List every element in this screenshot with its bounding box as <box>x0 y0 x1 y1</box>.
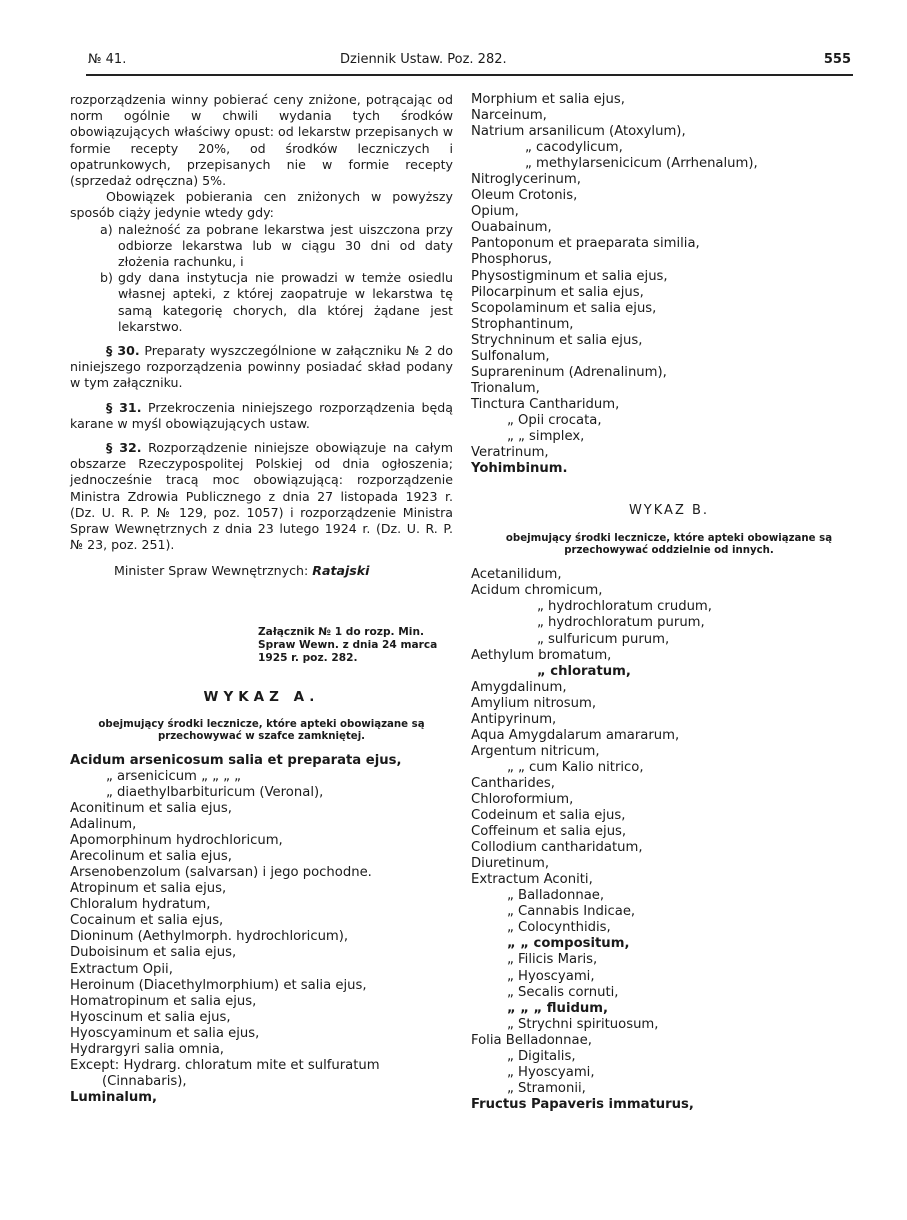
list-item: Aethylum bromatum, <box>471 647 612 663</box>
list-item: Extractum Aconiti, <box>471 872 593 888</box>
list-item: Adalinum, <box>70 817 137 833</box>
list-item: Homatropinum et salia ejus, <box>70 993 257 1009</box>
list-item: „ Stramonii, <box>507 1080 586 1096</box>
list-item: Luminalum, <box>70 1089 158 1105</box>
wykaz-b-subtitle: obejmujący środki lecznicze, które apteki obowiązane są przechowywać oddzielnie od innych. <box>505 533 833 557</box>
list-item: Trionalum, <box>471 380 540 396</box>
wykaz-a-subtitle: obejmujący środki lecznicze, które apteki obowiązane są przechowywać w szafce zamkniętej. <box>98 718 425 742</box>
item-text: gdy dana instytucja nie prowadzi w temże osiedlu własnej apteki, z której zaopatruje w lekarstwa tę samą kategorię chorych, dla której żądane jest lekarstwo. <box>118 270 453 334</box>
list-item-a <box>100 222 453 271</box>
list-item: Heroinum (Diacethylmorphium) et salia ejus, <box>70 977 367 993</box>
list-item: „ „ „ fluidum, <box>507 1000 609 1016</box>
list-item: Oleum Crotonis, <box>471 188 578 204</box>
list-item: „ arsenicicum „ „ „ „ <box>106 768 241 784</box>
wykaz-a-title: WYKAZ A. <box>203 688 320 705</box>
list-item: Extractum Opii, <box>70 961 173 977</box>
list-item: Acetanilidum, <box>471 567 562 583</box>
list-item: „ hydrochloratum crudum, <box>537 599 712 615</box>
list-item: Veratrinum, <box>471 445 549 461</box>
paragraph: rozporządzenia winny pobierać ceny zniżone, potrącając od norm ogólnie w chwili wydania tych środków obowiązujących właściwy opust: od lekarstw przepisanych w formie recepty 20%, od środków leczniczych i opatrunkowych, przepisanych nie w formie recepty (sprzedaż odręczna) 5%. <box>70 92 453 189</box>
section-32 <box>70 440 453 553</box>
list-item: Dioninum (Aethylmorph. hydrochloricum), <box>70 929 349 945</box>
list-item: „ sulfuricum purum, <box>537 631 670 647</box>
section-heading: § 32. <box>106 440 142 456</box>
list-item: Strychninum et salia ejus, <box>471 332 643 348</box>
section-heading: § 30. <box>106 343 140 359</box>
list-item: „ methylarsenicicum (Arrhenalum), <box>525 156 758 172</box>
list-item: Nitroglycerinum, <box>471 172 581 188</box>
list-item: „ hydrochloratum purum, <box>537 615 705 631</box>
list-item: Morphium et salia ejus, <box>471 92 625 107</box>
list-item: „ „ compositum, <box>507 936 630 952</box>
list-item: Argentum nitricum, <box>471 743 600 759</box>
wykaz-a-list <box>70 753 453 1106</box>
list-item: Hydrargyri salia omnia, <box>70 1041 224 1057</box>
list-item: Amygdalinum, <box>471 679 567 695</box>
header-rule <box>86 74 853 76</box>
list-item: „ diaethylbarbituricum (Veronal), <box>106 784 324 800</box>
item-label: b) <box>100 270 113 286</box>
section-text: Rozporządzenie niniejsze obowiązuje na całym obszarze Rzeczypospolitej Polskiej od dnia ogłoszenia; jednocześnie tracą moc obowiązującą: rozporządzenie Ministra Zdrowia Publicznego z dnia 27 listopada 1923 r. (Dz. U. R. P. № 129, poz. 1057) i rozporządzenie Ministra Spraw Wewnętrznych z dnia 23 lutego 1924 r. (Dz. U. R. P. № 23, poz. 251). <box>70 440 453 553</box>
section-text: Preparaty wyszczególnione w załączniku № 2 do niniejszego rozporządzenia powinny posiadać skład podany w tym załączniku. <box>70 343 453 391</box>
list-item: „ Filicis Maris, <box>507 952 598 968</box>
section-text: Przekroczenia niniejszego rozporządzenia będą karane w myśl obowiązujących ustaw. <box>70 399 453 431</box>
list-item: Natrium arsanilicum (Atoxylum), <box>471 124 686 140</box>
list-item: Cantharides, <box>471 775 555 791</box>
list-item: „ Digitalis, <box>507 1048 576 1064</box>
list-item: Antipyrinum, <box>471 711 557 727</box>
item-label: a) <box>100 221 113 237</box>
list-item: Physostigminum et salia ejus, <box>471 268 668 284</box>
list-item: Arecolinum et salia ejus, <box>70 849 232 865</box>
journal-title: Dziennik Ustaw. Poz. 282. <box>340 52 507 67</box>
list-item: Coffeinum et salia ejus, <box>471 824 627 840</box>
list-item: Tinctura Cantharidum, <box>471 396 620 412</box>
list-item: Hyoscinum et salia ejus, <box>70 1009 231 1025</box>
list-item: Yohimbinum. <box>471 461 568 477</box>
list-item: Strophantinum, <box>471 316 574 332</box>
list-item: Chloroformium, <box>471 791 574 807</box>
list-item: „ Opii crocata, <box>507 412 602 428</box>
wykaz-b-title: WYKAZ B. <box>628 503 710 519</box>
attachment-note: Załącznik № 1 do rozp. Min. Spraw Wewn. z dnia 24 marca 1925 r. poz. 282. <box>258 625 438 664</box>
list-item: Codeinum et salia ejus, <box>471 808 626 824</box>
list-item: Scopolaminum et salia ejus, <box>471 300 657 316</box>
section-31 <box>70 400 453 432</box>
list-item: „ Colocynthidis, <box>507 920 611 936</box>
list-item: Suprareninum (Adrenalinum), <box>471 364 667 380</box>
list-item: „ „ cum Kalio nitrico, <box>507 759 644 775</box>
list-item: Arsenobenzolum (salvarsan) i jego pochodne. <box>70 865 372 881</box>
issue-number: № 41. <box>88 52 127 67</box>
list-item: „ Strychni spirituosum, <box>507 1016 659 1032</box>
list-item-b <box>100 270 453 335</box>
list-item: Hyoscyaminum et salia ejus, <box>70 1025 260 1041</box>
wykaz-b-list <box>471 567 867 1113</box>
left-column <box>70 92 453 1106</box>
list-item: Sulfonalum, <box>471 348 550 364</box>
list-item: Cocainum et salia ejus, <box>70 913 224 929</box>
list-item: „ Balladonnae, <box>507 888 605 904</box>
list-item: Fructus Papaveris immaturus, <box>471 1096 694 1112</box>
list-item: Duboisinum et salia ejus, <box>70 945 237 961</box>
wykaz-a-list-continued <box>471 92 867 477</box>
list-item: Folia Belladonnae, <box>471 1032 592 1048</box>
list-item: Pantoponum et praeparata similia, <box>471 236 700 252</box>
list-item: Pilocarpinum et salia ejus, <box>471 284 644 300</box>
list-item: Opium, <box>471 204 519 220</box>
list-item: Aqua Amygdalarum amararum, <box>471 727 680 743</box>
list-item: Amylium nitrosum, <box>471 695 597 711</box>
signature <box>70 563 453 579</box>
page-header <box>88 52 851 72</box>
list-item: Apomorphinum hydrochloricum, <box>70 833 283 849</box>
list-item: „ Hyoscyami, <box>507 1064 595 1080</box>
list-item: Ouabainum, <box>471 220 552 236</box>
list-item: „ Hyoscyami, <box>507 968 595 984</box>
list-item: Aconitinum et salia ejus, <box>70 801 232 817</box>
list-item: Collodium cantharidatum, <box>471 840 643 856</box>
list-item: Atropinum et salia ejus, <box>70 881 227 897</box>
section-30 <box>70 343 453 392</box>
list-item: Acidum chromicum, <box>471 583 603 599</box>
right-column <box>471 92 867 1113</box>
signature-name: Ratajski <box>312 563 370 579</box>
section-heading: § 31. <box>106 399 142 415</box>
list-item: Except: Hydrarg. chloratum mite et sulfuratum (Cinnabaris), <box>70 1057 380 1089</box>
list-item: Phosphorus, <box>471 252 552 268</box>
item-text: należność za pobrane lekarstwa jest uiszczona przy odbiorze lekarstwa lub w ciągu 30 dni od daty złożenia rachunku, i <box>118 221 453 270</box>
signature-role: Minister Spraw Wewnętrznych: <box>114 563 309 579</box>
list-item: Diuretinum, <box>471 856 550 872</box>
list-item: „ chloratum, <box>537 663 631 679</box>
list-item: Chloralum hydratum, <box>70 897 211 913</box>
list-item: Acidum arsenicosum salia et preparata ejus, <box>70 752 402 768</box>
list-item: „ Secalis cornuti, <box>507 984 619 1000</box>
paragraph: Obowiązek pobierania cen zniżonych w powyższy sposób ciąży jedynie wtedy gdy: <box>70 189 453 221</box>
list-item: „ „ simplex, <box>507 428 585 444</box>
list-item: „ Cannabis Indicae, <box>507 904 636 920</box>
list-item: „ cacodylicum, <box>525 140 623 156</box>
page-number: 555 <box>823 52 851 67</box>
list-item: Narceinum, <box>471 108 547 124</box>
